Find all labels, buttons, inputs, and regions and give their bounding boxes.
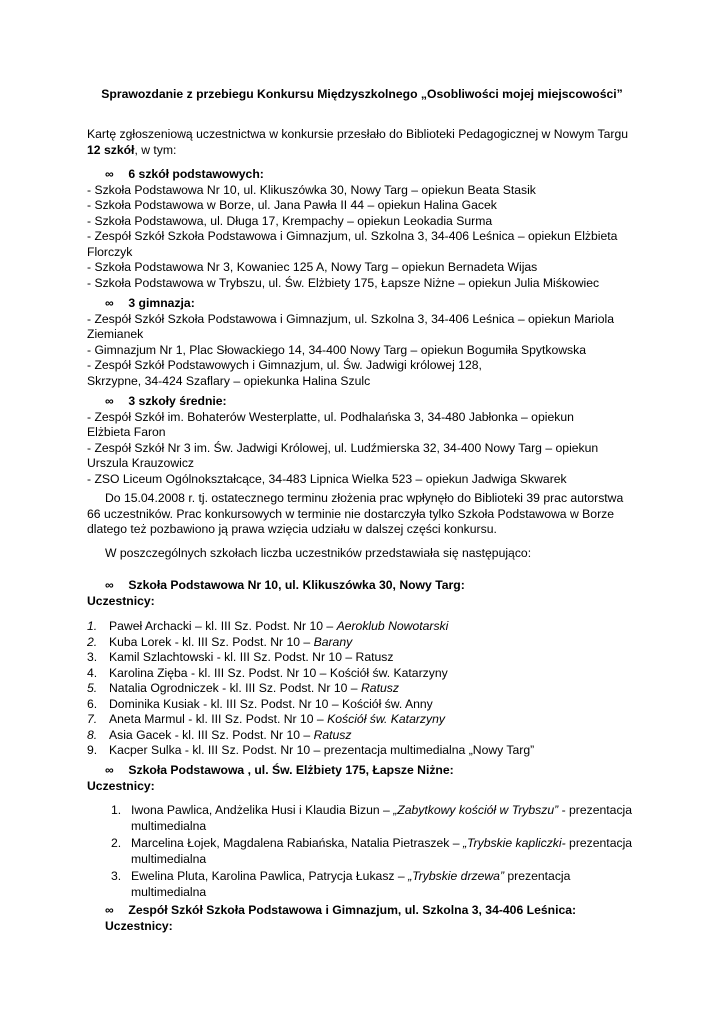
secondary-line: Elżbieta Faron	[87, 425, 166, 439]
primary-line: - Szkoła Podstawowa w Trybszu, ul. Św. Elżbiety 175, Łapsze Niżne – opiekun Julia Miśkowiec	[87, 275, 600, 290]
secondary-schools-section	[87, 394, 647, 487]
list-item: 5. Natalia Ogrodniczek - kl. III Sz. Podst. Nr 10 – Ratusz	[87, 681, 399, 695]
school2-heading: Szkoła Podstawowa , ul. Św. Elżbiety 175, Łapsze Niżne:	[128, 763, 454, 777]
list-item: 6. Dominika Kusiak - kl. III Sz. Podst. Nr 10 – Kościół św. Anny	[87, 696, 433, 711]
primary-line: - Szkoła Podstawowa, ul. Długa 17, Krempachy – opiekun Leokadia Surma	[87, 213, 493, 228]
primary-line: Florczyk	[87, 244, 133, 259]
bullet-icon: ∞	[105, 578, 114, 592]
school1-participants-list	[87, 619, 647, 759]
gimnazja-line: - Gimnazjum Nr 1, Plac Słowackiego 14, 34-400 Nowy Targ – opiekun Bogumiła Spytkowska	[87, 342, 587, 357]
paragraph-line: 66 uczestników. Prac konkursowych w terminie nie dostarczyła tylko Szkoła Podstawowa w Borze	[87, 506, 614, 521]
list-item: 3. Kamil Szlachtowski - kl. III Sz. Podst. Nr 10 – Ratusz	[87, 650, 394, 664]
paragraph-line: Do 15.04.2008 r. tj. ostatecznego terminu złożenia prac wpłynęło do Biblioteki 39 prac autorstwa	[105, 491, 624, 505]
bullet-icon: ∞	[105, 394, 114, 408]
gimnazja-line: Skrzypne, 34-424 Szaflary – opiekunka Halina Szulc	[87, 373, 371, 388]
list-item: 8. Asia Gacek - kl. III Sz. Podst. Nr 10 – Ratusz	[87, 727, 352, 742]
list-item: 9. Kacper Sulka - kl. III Sz. Podst. Nr 10 – prezentacja multimedialna „Nowy Targ”	[87, 743, 535, 757]
school2-participants-list	[111, 803, 651, 900]
list-item: 3. Ewelina Pluta, Karolina Pawlica, Patrycja Łukasz – „Trybskie drzewa” prezentacja multimedialna	[111, 869, 571, 899]
gimnazja-line: Ziemianek	[87, 327, 144, 341]
school1-heading: Szkoła Podstawowa Nr 10, ul. Klikuszówka 30, Nowy Targ:	[128, 578, 465, 592]
intro-count: 12 szkół	[87, 142, 135, 157]
secondary-line: - ZSO Liceum Ogólnokształcące, 34-483 Lipnica Wielka 523 – opiekun Jadwiga Skwarek	[87, 471, 567, 486]
participants-label: Uczestnicy:	[105, 918, 173, 933]
secondary-heading: 3 szkoły średnie:	[128, 394, 227, 408]
gimnazja-section	[87, 296, 647, 389]
document-title: Sprawozdanie z przebiegu Konkursu Międzyszkolnego „Osobliwości mojej miejscowości”	[101, 87, 623, 101]
deadline-paragraph	[87, 491, 647, 538]
bullet-icon: ∞	[105, 763, 114, 777]
intro-paragraph	[87, 127, 647, 158]
school1-header	[87, 578, 647, 609]
secondary-line: - Zespół Szkół Nr 3 im. Św. Jadwigi Królowej, ul. Ludźmierska 32, 34-400 Nowy Targ – opiekun	[87, 440, 599, 455]
participants-label: Uczestnicy:	[87, 593, 155, 608]
list-item: 4. Karolina Zięba - kl. III Sz. Podst. Nr 10 – Kościół św. Katarzyny	[87, 665, 448, 680]
list-item: 2. Marcelina Łojek, Magdalena Rabiańska, Natalia Pietraszek – „Trybskie kapliczki- prezentacja multimedialna	[111, 836, 633, 866]
school2-header	[87, 763, 647, 794]
secondary-line: - Zespół Szkół im. Bohaterów Westerplatte, ul. Podhalańska 3, 34-480 Jabłonka – opiekun	[87, 409, 574, 424]
intro-rest: , w tym:	[134, 142, 177, 157]
list-item: 1. Paweł Archacki – kl. III Sz. Podst. Nr 10 – Aeroklub Nowotarski	[87, 619, 449, 633]
school3-heading: Zespół Szkół Szkoła Podstawowa i Gimnazjum, ul. Szkolna 3, 34-406 Leśnica:	[128, 903, 577, 917]
list-item: 2. Kuba Lorek - kl. III Sz. Podst. Nr 10 – Barany	[87, 634, 353, 649]
primary-line: - Szkoła Podstawowa Nr 3, Kowaniec 125 A, Nowy Targ – opiekun Bernadeta Wijas	[87, 260, 538, 274]
participants-intro	[87, 546, 647, 562]
secondary-line: Urszula Krauzowicz	[87, 456, 195, 470]
paragraph-line: dlatego też pozbawiono ją prawa wzięcia udziału w dalszej części konkursu.	[87, 522, 497, 536]
intro-line: Kartę zgłoszeniową uczestnictwa w konkursie przesłało do Biblioteki Pedagogicznej w Nowym Targu	[87, 127, 629, 141]
bullet-icon: ∞	[105, 903, 114, 917]
primary-line: - Szkoła Podstawowa Nr 10, ul. Klikuszówka 30, Nowy Targ – opiekun Beata Stasik	[87, 182, 536, 197]
gimnazja-line: - Zespół Szkół Podstawowych i Gimnazjum, ul. Św. Jadwigi królowej 128,	[87, 358, 482, 372]
bullet-icon: ∞	[105, 296, 114, 310]
bullet-icon: ∞	[105, 167, 114, 181]
list-item: 1. Iwona Pawlica, Andżelika Husi i Klaudia Bizun – „Zabytkowy kościół w Trybszu” - prezentacja multimedialna	[111, 803, 633, 833]
gimnazja-heading: 3 gimnazja:	[128, 296, 195, 310]
participants-label: Uczestnicy:	[87, 778, 155, 793]
paragraph-line: W poszczególnych szkołach liczba uczestników przedstawiała się następująco:	[105, 546, 532, 560]
primary-schools-section	[87, 167, 647, 291]
list-item: 7. Aneta Marmul - kl. III Sz. Podst. Nr 10 – Kościół św. Katarzyny	[87, 712, 445, 726]
gimnazja-line: - Zespół Szkół Szkoła Podstawowa i Gimnazjum, ul. Szkolna 3, 34-406 Leśnica – opiekun Mariola	[87, 311, 615, 326]
primary-heading: 6 szkół podstawowych:	[128, 167, 264, 181]
primary-line: - Szkoła Podstawowa w Borze, ul. Jana Pawła II 44 – opiekun Halina Gacek	[87, 198, 497, 212]
school3-header	[87, 903, 647, 934]
primary-line: - Zespół Szkół Szkoła Podstawowa i Gimnazjum, ul. Szkolna 3, 34-406 Leśnica – opiekun Elżbieta	[87, 229, 618, 243]
